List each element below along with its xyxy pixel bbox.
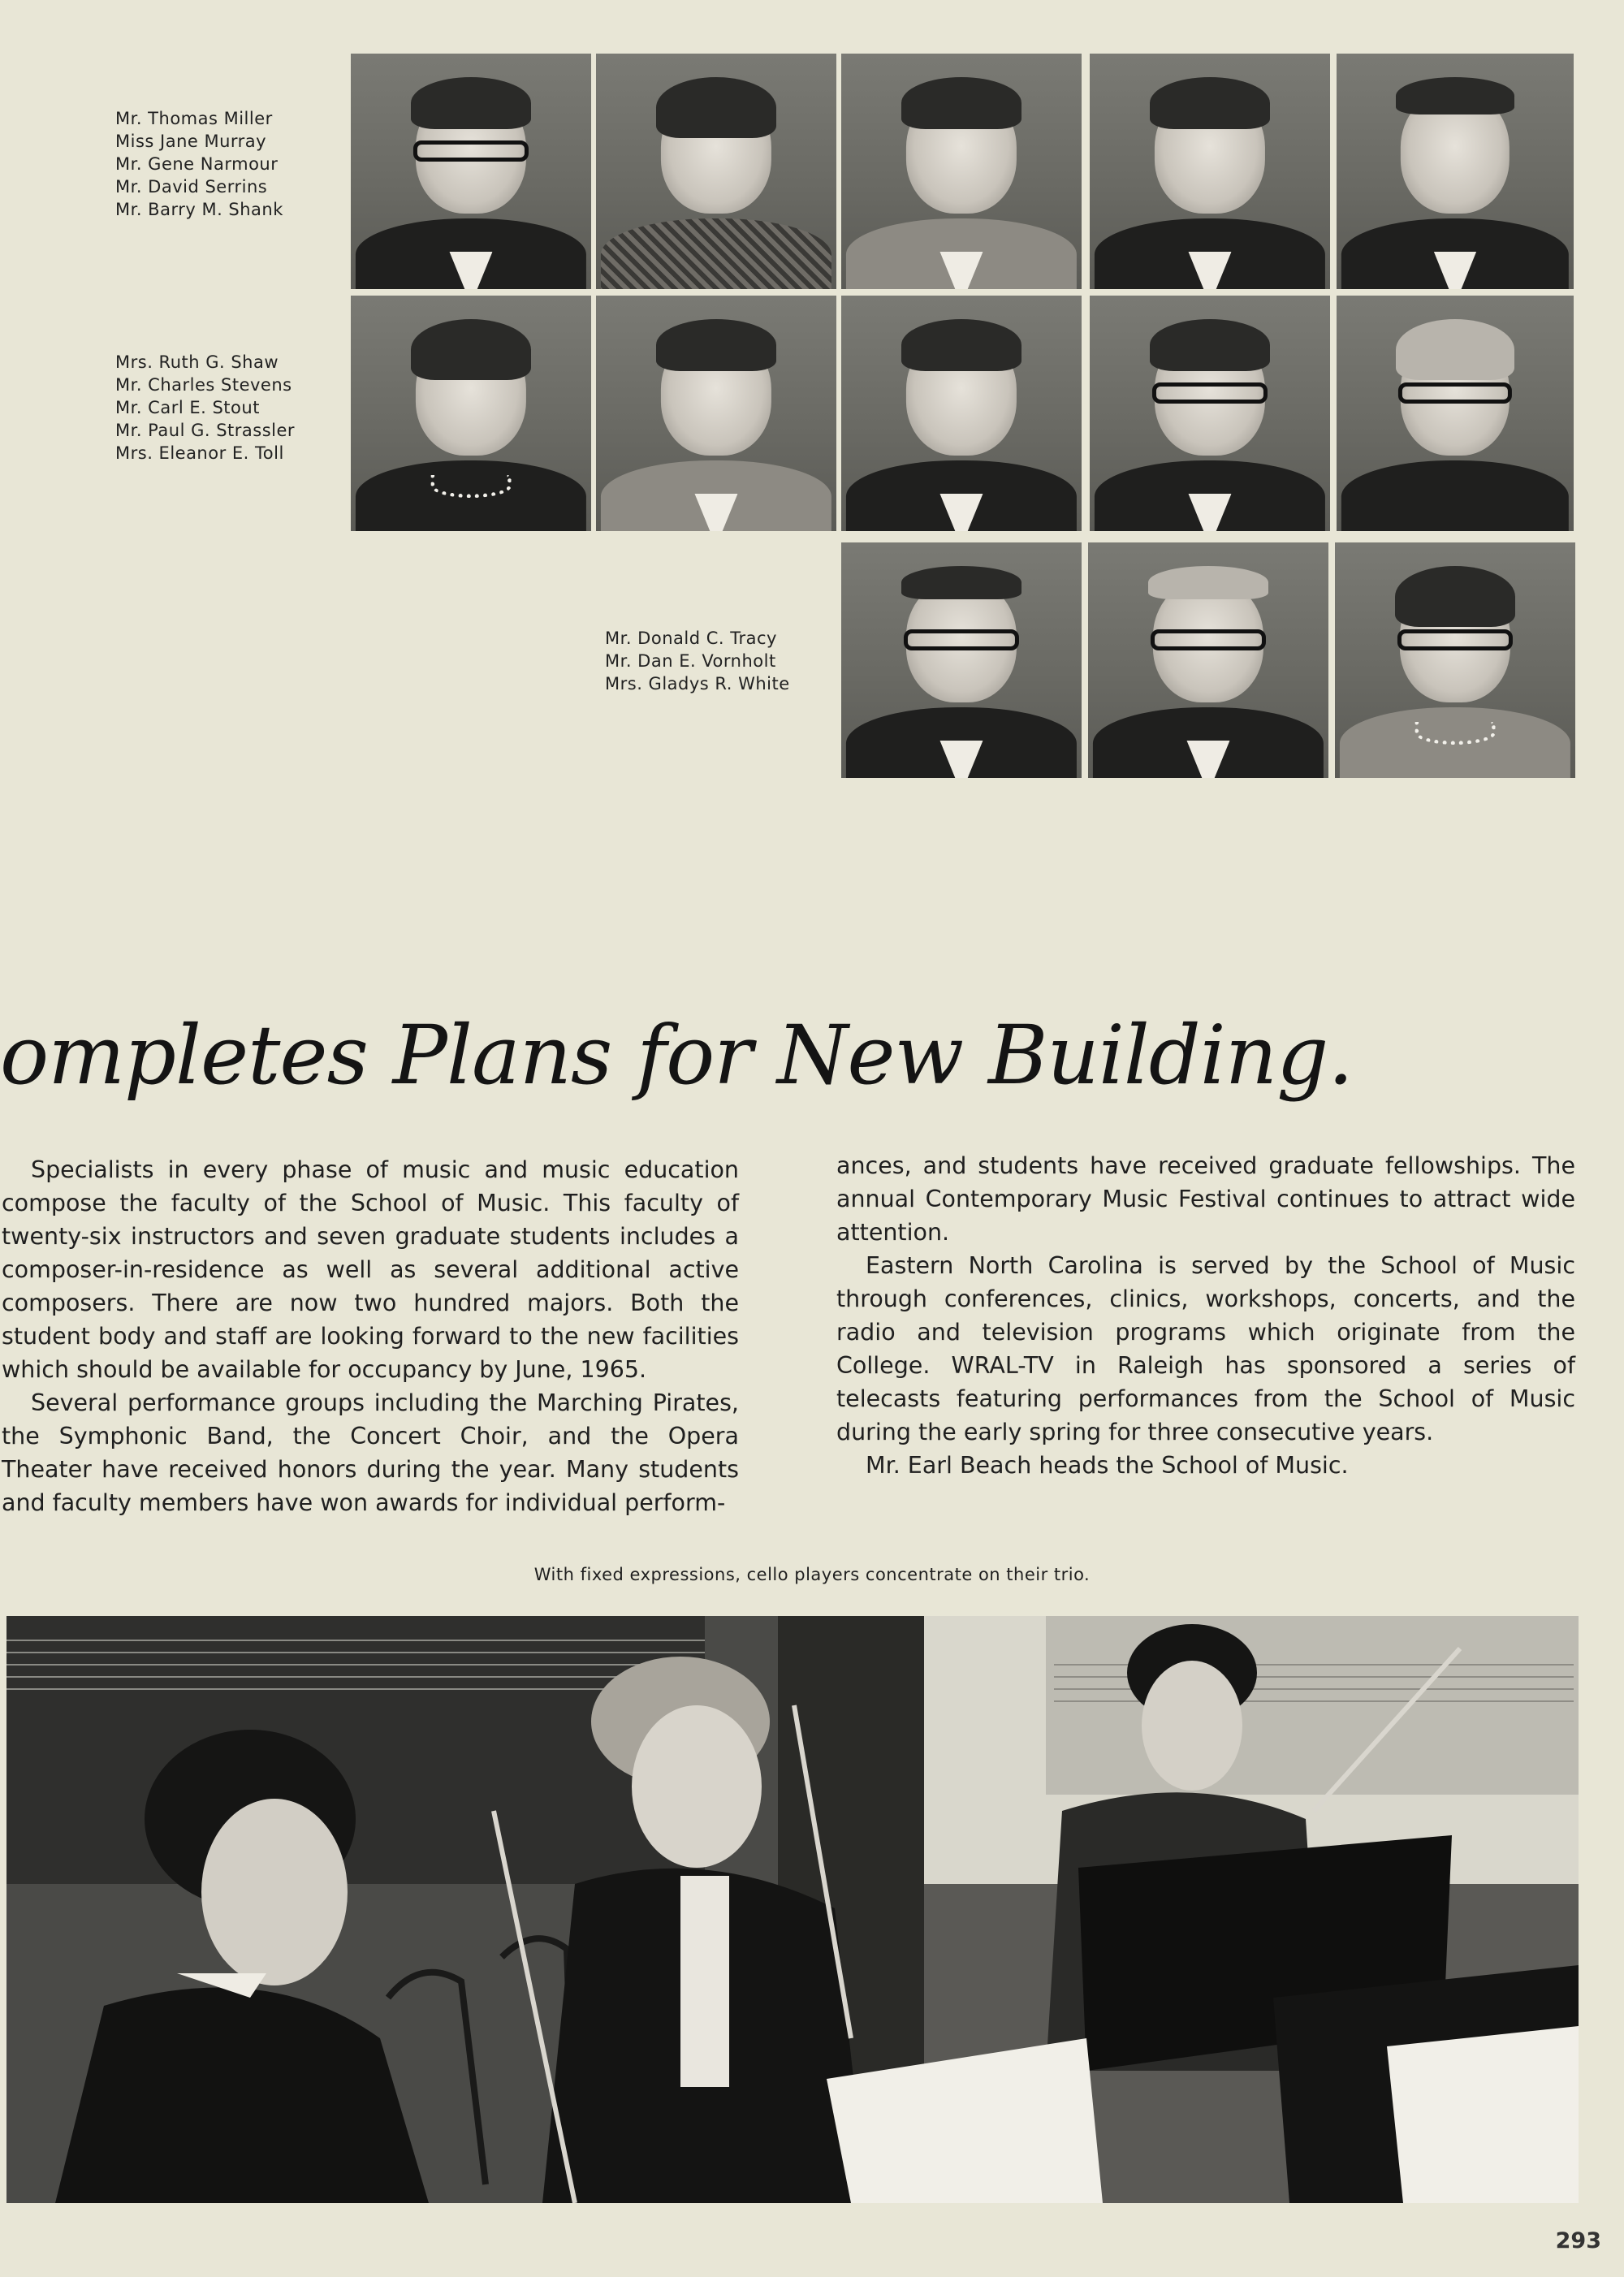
photo-caption: With fixed expressions, cello players concentrate on their trio. <box>533 1565 1091 1584</box>
portrait-charles-stevens <box>596 296 836 531</box>
portrait-jane-murray <box>596 54 836 289</box>
portrait-eleanor-toll <box>1337 296 1574 531</box>
faculty-name: Mr. Barry M. Shank <box>115 200 283 219</box>
faculty-names-group-2 <box>115 351 295 464</box>
portrait-gladys-white <box>1335 542 1575 778</box>
faculty-name: Mr. Donald C. Tracy <box>605 629 777 648</box>
faculty-name: Mr. Charles Stevens <box>115 375 292 395</box>
page-number: 293 <box>1555 2228 1601 2253</box>
portrait-thomas-miller <box>351 54 591 289</box>
faculty-name: Mr. David Serrins <box>115 177 268 197</box>
portrait-gene-narmour <box>841 54 1082 289</box>
portrait-ruth-shaw <box>351 296 591 531</box>
portrait-barry-shank <box>1337 54 1574 289</box>
article-left-column <box>2 1153 739 1519</box>
faculty-name: Mr. Carl E. Stout <box>115 398 260 417</box>
portrait-donald-tracy <box>841 542 1082 778</box>
portrait-dan-vornholt <box>1088 542 1328 778</box>
article-paragraph: ances, and students have received graduate fellowships. The annual Contemporary Music Festival continues to attract wide attention. <box>836 1152 1575 1246</box>
faculty-name: Mrs. Ruth G. Shaw <box>115 352 279 372</box>
article-paragraph: Mr. Earl Beach heads the School of Music. <box>866 1452 1349 1479</box>
faculty-names-group-3 <box>605 627 790 695</box>
article-paragraph: Specialists in every phase of music and music education compose the faculty of the School of Music. This faculty of twenty-six instructors and seven graduate students includes a composer-in-residence as well as several additional active composers. There are now two hundred majors. Both the student body and staff are looking forward to the new facilities which should be available for occupancy by June, 1965. <box>2 1156 739 1383</box>
portrait-carl-stout <box>841 296 1082 531</box>
cello-trio-illustration <box>6 1616 1579 2203</box>
faculty-name: Mrs. Gladys R. White <box>605 674 790 693</box>
article-paragraph: Several performance groups including the Marching Pirates, the Symphonic Band, the Concert Choir, and the Opera Theater have received honors during the year. Many students and faculty members have won awards for individual perform- <box>2 1389 739 1516</box>
faculty-name: Mr. Dan E. Vornholt <box>605 651 776 671</box>
article-paragraph: Eastern North Carolina is served by the School of Music through conferences, clinics, workshops, concerts, and the radio and television programs which originate from the College. WRAL-TV in Raleigh has sponsored a series of telecasts featuring performances from the School of Music during the early spring for three consecutive years. <box>836 1252 1575 1445</box>
faculty-name: Miss Jane Murray <box>115 132 267 151</box>
portrait-paul-strassler <box>1090 296 1330 531</box>
cello-trio-photo <box>6 1616 1579 2203</box>
faculty-name: Mr. Thomas Miller <box>115 109 273 128</box>
faculty-name: Mr. Gene Narmour <box>115 154 279 174</box>
faculty-names-group-1 <box>115 107 283 221</box>
faculty-name: Mrs. Eleanor E. Toll <box>115 443 284 463</box>
portrait-david-serrins <box>1090 54 1330 289</box>
headline: ompletes Plans for New Building. <box>0 1008 1353 1103</box>
article-right-column <box>836 1149 1575 1482</box>
faculty-name: Mr. Paul G. Strassler <box>115 421 296 440</box>
